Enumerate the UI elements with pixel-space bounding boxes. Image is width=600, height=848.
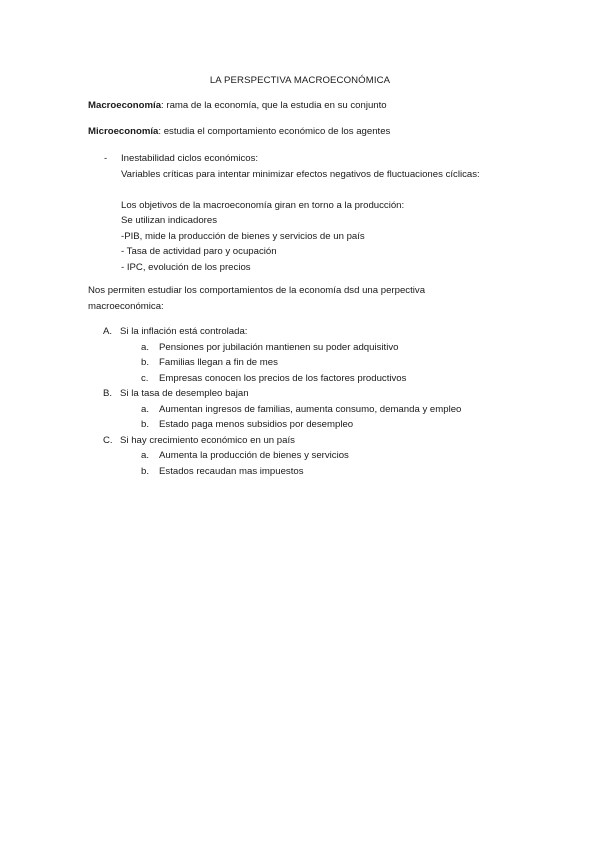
intro-line: macroeconómica: [88,300,164,312]
outline-text: Si hay crecimiento económico en un país [120,434,295,446]
outline-subletter: b. [141,357,150,368]
outline-subletter: a. [141,450,150,461]
definition-macroeconomia [88,98,520,114]
document-title: LA PERSPECTIVA MACROECONÓMICA [209,75,391,86]
definition-term: Macroeconomía [88,100,162,111]
outline-subitem [88,402,528,418]
outline-letter: C. [103,434,113,446]
outline-subitem [88,371,528,387]
definition-text: : estudia el comportamiento económico de los agentes [158,126,391,137]
outline-subtext: Aumentan ingresos de familias, aumenta consumo, demanda y empleo [159,403,462,415]
outline-subitem [88,340,528,356]
outline-subletter: a. [141,403,150,415]
outline-subtext: Estado paga menos subsidios por desempleo [159,419,354,430]
outline-subitem [88,448,528,464]
outline-item [88,324,528,340]
dash-bullet: - [104,153,108,164]
intro-paragraph [88,283,520,314]
outline-subitem [88,417,528,433]
outline-text: Si la inflación está controlada: [120,326,248,337]
outline-subtext: Aumenta la producción de bienes y servicios [159,450,349,461]
outline-subitem [88,355,528,371]
outline-subtext: Estados recaudan mas impuestos [159,465,304,477]
outline-subtext: Familias llegan a fin de mes [159,357,278,368]
outline-subitem [88,464,528,480]
outline-text: Si la tasa de desempleo bajan [120,388,249,399]
objectives-line: Los objetivos de la macroeconomía giran en torno a la producción: [121,199,405,211]
outline-subtext: Empresas conocen los precios de los factores productivos [159,372,407,384]
definition-term: Microeconomía [88,126,159,137]
intro-line: Nos permiten estudiar los comportamientos de la economía dsd una perpectiva [88,285,426,296]
dash-line: Inestabilidad ciclos económicos: [121,153,259,164]
outline-subletter: b. [141,465,150,477]
dash-line: Variables críticas para intentar minimizar efectos negativos de fluctuaciones cíclicas: [121,168,480,180]
outline-subletter: c. [141,372,149,384]
objectives-line: Se utilizan indicadores [121,215,217,226]
outline-letter: A. [103,326,113,337]
objectives-line: - Tasa de actividad paro y ocupación [121,246,277,257]
objectives-line: - IPC, evolución de los precios [121,261,251,273]
blank-line [121,182,541,198]
outline-subtext: Pensiones por jubilación mantienen su poder adquisitivo [159,341,399,353]
outline-letter: B. [103,388,113,399]
definition-microeconomia [88,124,520,140]
dash-item-content [121,151,541,275]
outline-subletter: b. [141,419,150,430]
outline-subletter: a. [141,341,150,353]
definition-text: : rama de la economía, que la estudia en su conjunto [161,100,387,111]
outline-item [88,433,528,449]
outline-list [88,324,528,479]
objectives-line: -PIB, mide la producción de bienes y servicios de un país [121,230,365,242]
outline-item [88,386,528,402]
